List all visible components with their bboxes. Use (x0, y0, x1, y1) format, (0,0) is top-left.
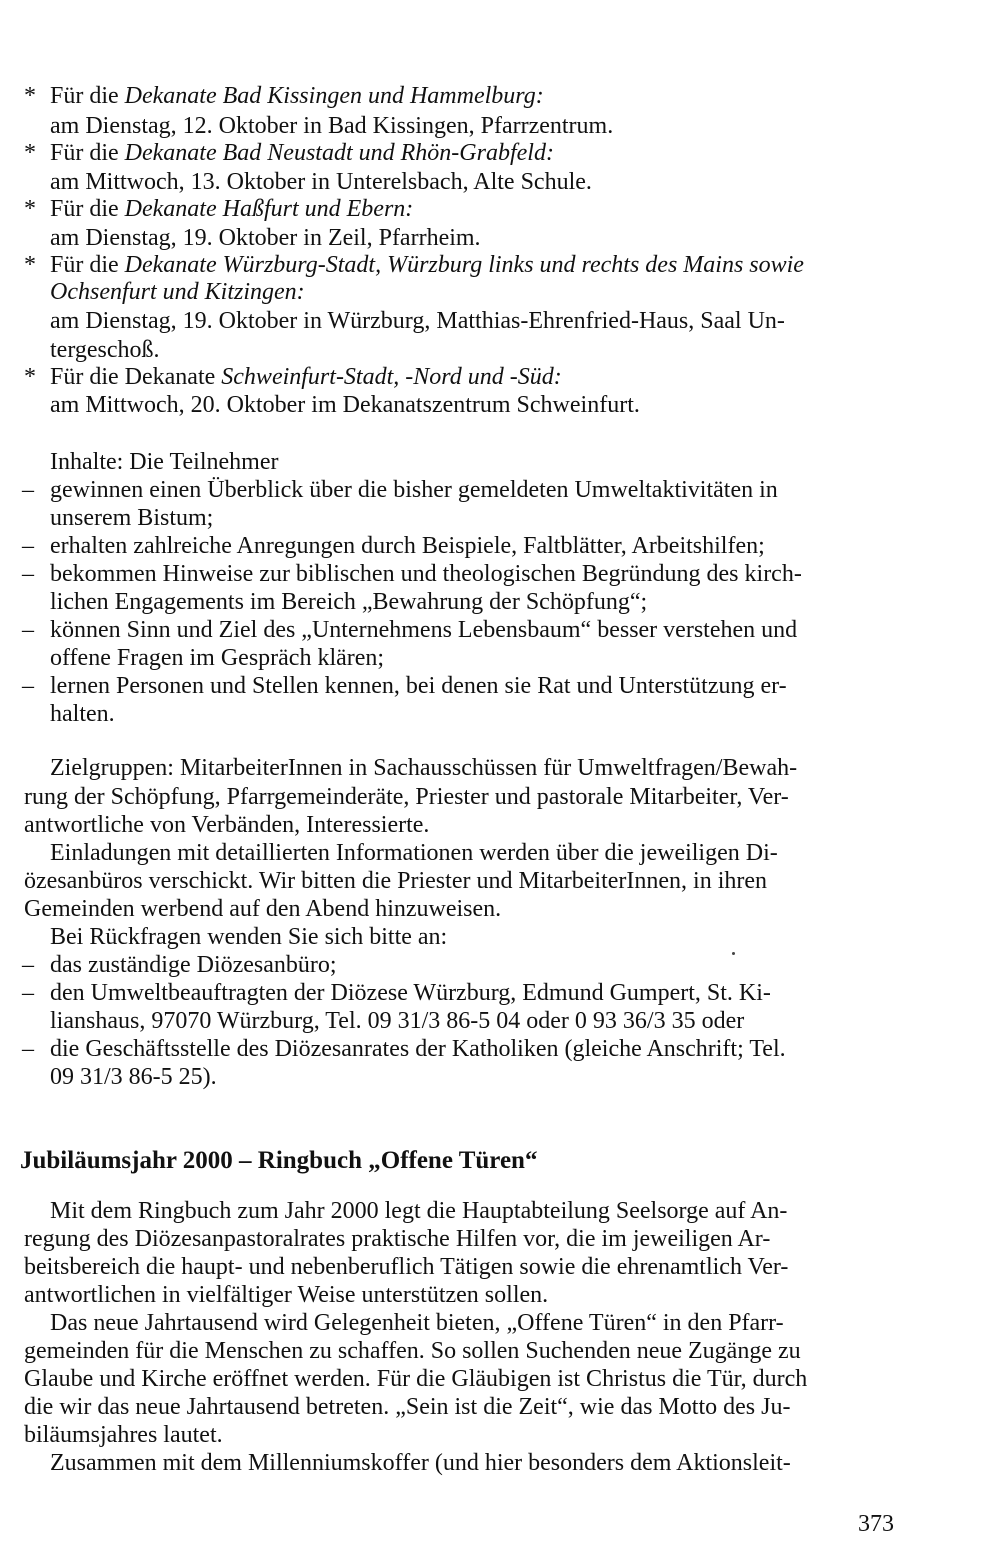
rueckfragen-item-line: den Umweltbeauftragten der Diözese Würzburg, Edmund Gumpert, St. Ki- (50, 980, 771, 1006)
meeting-detail: am Dienstag, 19. Oktober in Zeil, Pfarrheim. (50, 225, 481, 251)
meeting-deaneries: Schweinfurt-Stadt, -Nord und -Süd: (221, 364, 562, 390)
meeting-prefix: Für die (50, 83, 125, 109)
inhalte-item-line: gewinnen einen Überblick über die bisher gemeldeten Umweltaktivitäten in (50, 477, 778, 503)
paragraph-line: özesanbüros verschickt. Wir bitten die Priester und MitarbeiterInnen, in ihren (24, 868, 768, 894)
meeting-prefix: Für die (50, 252, 125, 278)
meeting-detail-cont: tergeschoß. (50, 337, 160, 363)
rueckfragen-item-line: das zuständige Diözesanbüro; (50, 952, 337, 978)
bullet-dash: – (22, 617, 34, 643)
bullet-dash: – (22, 1036, 34, 1062)
meeting-deaneries: Dekanate Würzburg-Stadt, Würzburg links und rechts des Mains sowie (124, 252, 804, 278)
rueckfragen-item-line: die Geschäftsstelle des Diözesanrates der Katholiken (gleiche Anschrift; Tel. (50, 1036, 786, 1062)
meeting-deaneries-cont: Ochsenfurt und Kitzingen: (50, 279, 305, 305)
bullet-dash: – (22, 561, 34, 587)
inhalte-intro: Inhalte: Die Teilnehmer (50, 449, 279, 475)
paragraph-line: antwortlichen in vielfältiger Weise unterstützen sollen. (24, 1282, 549, 1308)
inhalte-item-line: können Sinn und Ziel des „Unternehmens Lebensbaum“ besser verstehen und (50, 617, 798, 643)
rueckfragen-item-line: lianshaus, 97070 Würzburg, Tel. 09 31/3 86-5 04 oder 0 93 36/3 35 oder (50, 1008, 745, 1034)
inhalte-item-line: erhalten zahlreiche Anregungen durch Beispiele, Faltblätter, Arbeitshilfen; (50, 533, 765, 559)
paragraph-line: Mit dem Ringbuch zum Jahr 2000 legt die Hauptabteilung Seelsorge auf An- (50, 1198, 788, 1224)
paragraph-line: gemeinden für die Menschen zu schaffen. So sollen Suchenden neue Zugänge zu (24, 1338, 801, 1364)
bullet-dash: – (22, 980, 34, 1006)
inhalte-item-line: halten. (50, 701, 115, 727)
meeting-prefix: Für die (50, 196, 125, 222)
print-speck (732, 952, 735, 955)
bullet-dash: – (22, 477, 34, 503)
meeting-prefix: Für die Dekanate (50, 364, 222, 390)
meeting-prefix: Für die (50, 140, 125, 166)
bullet-star: * (24, 196, 36, 222)
paragraph-line: antwortliche von Verbänden, Interessierte. (24, 812, 430, 838)
rueckfragen-item-line: 09 31/3 86-5 25). (50, 1064, 217, 1090)
inhalte-item-line: lichen Engagements im Bereich „Bewahrung der Schöpfung“; (50, 589, 648, 615)
bullet-dash: – (22, 673, 34, 699)
bullet-star: * (24, 252, 36, 278)
paragraph-line: Glaube und Kirche eröffnet werden. Für die Gläubigen ist Christus die Tür, durch (24, 1366, 808, 1392)
page-number: 373 (858, 1511, 894, 1537)
bullet-star: * (24, 140, 36, 166)
inhalte-item-line: bekommen Hinweise zur biblischen und theologischen Begründung des kirch- (50, 561, 802, 587)
paragraph-line: Zielgruppen: MitarbeiterInnen in Sachausschüssen für Umweltfragen/Bewah- (50, 755, 798, 781)
paragraph-line: die wir das neue Jahrtausend betreten. „Sein ist die Zeit“, wie das Motto des Ju- (24, 1394, 791, 1420)
bullet-dash: – (22, 533, 34, 559)
meeting-detail: am Mittwoch, 20. Oktober im Dekanatszentrum Schweinfurt. (50, 392, 640, 418)
bullet-star: * (24, 364, 36, 390)
bullet-star: * (24, 83, 36, 109)
paragraph-line: biläumsjahres lautet. (24, 1422, 223, 1448)
paragraph-line: regung des Diözesanpastoralrates praktische Hilfen vor, die im jeweiligen Ar- (24, 1226, 771, 1252)
rueckfragen-intro: Bei Rückfragen wenden Sie sich bitte an: (50, 924, 448, 950)
meeting-deaneries: Dekanate Bad Kissingen und Hammelburg: (124, 83, 544, 109)
section-heading: Jubiläumsjahr 2000 – Ringbuch „Offene Türen“ (20, 1147, 538, 1174)
meeting-deaneries: Dekanate Bad Neustadt und Rhön-Grabfeld: (124, 140, 554, 166)
meeting-detail: am Dienstag, 19. Oktober in Würzburg, Matthias-Ehrenfried-Haus, Saal Un- (50, 308, 785, 334)
paragraph-line: Zusammen mit dem Millenniumskoffer (und hier besonders dem Aktionsleit- (50, 1450, 791, 1476)
inhalte-item-line: lernen Personen und Stellen kennen, bei denen sie Rat und Unterstützung er- (50, 673, 787, 699)
meeting-detail: am Mittwoch, 13. Oktober in Unterelsbach, Alte Schule. (50, 169, 592, 195)
meeting-detail: am Dienstag, 12. Oktober in Bad Kissingen, Pfarrzentrum. (50, 113, 614, 139)
paragraph-line: Gemeinden werbend auf den Abend hinzuweisen. (24, 896, 502, 922)
bullet-dash: – (22, 952, 34, 978)
inhalte-item-line: offene Fragen im Gespräch klären; (50, 645, 385, 671)
inhalte-item-line: unserem Bistum; (50, 505, 214, 531)
paragraph-line: beitsbereich die haupt- und nebenberuflich Tätigen sowie die ehrenamtlich Ver- (24, 1254, 789, 1280)
paragraph-line: Das neue Jahrtausend wird Gelegenheit bieten, „Offene Türen“ in den Pfarr- (50, 1310, 784, 1336)
meeting-deaneries: Dekanate Haßfurt und Ebern: (124, 196, 414, 222)
paragraph-line: Einladungen mit detaillierten Informationen werden über die jeweiligen Di- (50, 840, 778, 866)
paragraph-line: rung der Schöpfung, Pfarrgemeinderäte, Priester und pastorale Mitarbeiter, Ver- (24, 784, 789, 810)
